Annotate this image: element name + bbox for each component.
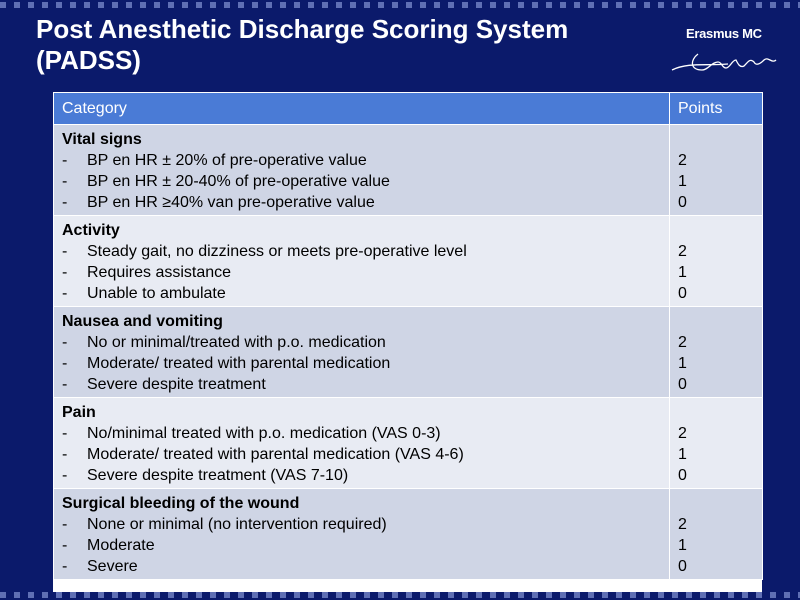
- criterion-text: Requires assistance: [87, 264, 232, 281]
- criterion-item: [62, 262, 661, 283]
- category-cell: [54, 398, 670, 489]
- criterion-text: Steady gait, no dizziness or meets pre-operative level: [87, 243, 467, 260]
- bullet-dash: -: [62, 425, 68, 442]
- criterion-text: Moderate/ treated with parental medication (VAS 4-6): [87, 446, 464, 463]
- points-value: 0: [678, 376, 687, 393]
- bullet-dash: -: [62, 516, 68, 533]
- slide-title: Post Anesthetic Discharge Scoring System (PADSS): [36, 14, 569, 75]
- bullet-dash: -: [62, 334, 68, 351]
- category-column-header: Category: [54, 93, 670, 125]
- bullet-dash: -: [62, 264, 68, 281]
- criterion-text: Moderate: [87, 537, 155, 554]
- points-value: 1: [678, 446, 687, 463]
- table-row: [54, 216, 763, 307]
- table-row: [54, 489, 763, 580]
- bullet-dash: -: [62, 558, 68, 575]
- criterion-item: [62, 444, 661, 465]
- category-name: Nausea and vomiting: [62, 313, 223, 330]
- criterion-text: No/minimal treated with p.o. medication (VAS 0-3): [87, 425, 441, 442]
- criterion-item: [62, 192, 661, 213]
- criterion-item: [62, 514, 661, 535]
- bullet-dash: -: [62, 376, 68, 393]
- points-value: 2: [678, 334, 687, 351]
- bottom-dotted-border: [0, 592, 800, 598]
- criterion-item: [62, 283, 661, 304]
- bullet-dash: -: [62, 194, 68, 211]
- points-list: [678, 402, 754, 486]
- criterion-text: None or minimal (no intervention required): [87, 516, 387, 533]
- points-value: 0: [678, 558, 687, 575]
- top-dotted-border: [0, 2, 800, 8]
- points-cell: [670, 216, 763, 307]
- signature-icon: [668, 40, 788, 80]
- criterion-item: [62, 465, 661, 486]
- points-value: 0: [678, 467, 687, 484]
- criterion-item: [62, 374, 661, 395]
- category-cell: [54, 489, 670, 580]
- points-value: 1: [678, 355, 687, 372]
- criterion-item: [62, 556, 661, 577]
- points-list: [678, 220, 754, 304]
- category-cell: [54, 216, 670, 307]
- points-list: [678, 493, 754, 577]
- erasmus-mc-logo: [668, 22, 788, 82]
- table-header-row: [54, 93, 763, 125]
- criterion-text: BP en HR ± 20-40% of pre-operative value: [87, 173, 390, 190]
- table-row: [54, 398, 763, 489]
- category-cell: [54, 125, 670, 216]
- criterion-text: Unable to ambulate: [87, 285, 226, 302]
- points-value: 0: [678, 285, 687, 302]
- bullet-dash: -: [62, 537, 68, 554]
- points-value: 1: [678, 173, 687, 190]
- criterion-item: [62, 332, 661, 353]
- criterion-text: Severe despite treatment (VAS 7-10): [87, 467, 349, 484]
- logo-text: Erasmus MC: [686, 26, 762, 41]
- bullet-dash: -: [62, 446, 68, 463]
- category-name: Pain: [62, 404, 96, 421]
- bullet-dash: -: [62, 285, 68, 302]
- criterion-text: No or minimal/treated with p.o. medication: [87, 334, 386, 351]
- criterion-item: [62, 171, 661, 192]
- points-value: 1: [678, 537, 687, 554]
- points-cell: [670, 489, 763, 580]
- bullet-dash: -: [62, 355, 68, 372]
- points-list: [678, 311, 754, 395]
- category-cell: [54, 307, 670, 398]
- table-row: [54, 125, 763, 216]
- points-value: 1: [678, 264, 687, 281]
- bullet-dash: -: [62, 152, 68, 169]
- criterion-item: [62, 423, 661, 444]
- bullet-dash: -: [62, 173, 68, 190]
- points-cell: [670, 125, 763, 216]
- criterion-item: [62, 150, 661, 171]
- criterion-text: BP en HR ≥40% van pre-operative value: [87, 194, 375, 211]
- padss-table: [53, 92, 763, 580]
- criterion-text: Moderate/ treated with parental medication: [87, 355, 391, 372]
- criterion-text: Severe: [87, 558, 138, 575]
- criterion-text: BP en HR ± 20% of pre-operative value: [87, 152, 367, 169]
- criterion-item: [62, 353, 661, 374]
- bullet-dash: -: [62, 467, 68, 484]
- points-value: 2: [678, 243, 687, 260]
- points-column-header: Points: [670, 93, 763, 125]
- category-name: Vital signs: [62, 131, 142, 148]
- bullet-dash: -: [62, 243, 68, 260]
- points-value: 2: [678, 425, 687, 442]
- criterion-text: Severe despite treatment: [87, 376, 266, 393]
- padss-table-container: [53, 92, 762, 592]
- points-value: 0: [678, 194, 687, 211]
- points-cell: [670, 398, 763, 489]
- criterion-item: [62, 241, 661, 262]
- category-name: Activity: [62, 222, 120, 239]
- points-list: [678, 129, 754, 213]
- category-name: Surgical bleeding of the wound: [62, 495, 300, 512]
- points-value: 2: [678, 152, 687, 169]
- points-cell: [670, 307, 763, 398]
- table-row: [54, 307, 763, 398]
- criterion-item: [62, 535, 661, 556]
- points-value: 2: [678, 516, 687, 533]
